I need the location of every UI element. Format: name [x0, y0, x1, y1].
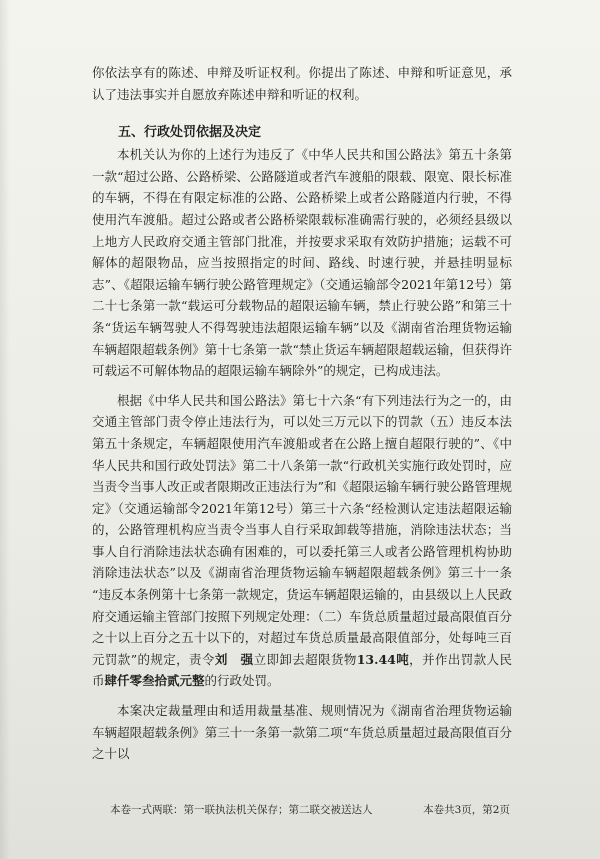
penalty-text-2: 立即卸去超限货物 — [253, 651, 357, 667]
page-footer — [110, 802, 510, 817]
penalty-basis-text: 根据《中华人民共和国公路法》第七十六条“有下列违法行为之一的，由交通主管部门责令停止违法行为，可以处三万元以下的罚款（五）违反本法第五十条规定，车辆超限使用汽车渡船或者在公路上擅自超限行驶的”、《中华人民共和国行政处罚法》第二十八条第一款“行政机关实施行政处罚时，应当责令当事人改正或者限期改正违法行为”和《超限运输车辆行驶公路管理规定》（交通运输部令2021年第12号）第三十六条“经检测认定违法超限运输的，公路管理机构应当责令当事人自行采取卸载等措施，消除违法状态；当事人自行消除违法状态确有困难的，可以委托第三人或者公路管理机构协助消除违法状态”以及《湖南省治理货物运输车辆超限超载条例》第三十一条 “违反本条例第十七条第一款规定，货运车辆超限运输的，由县级以上人民政府交通运输主管部门按照下列规定处理：（二）车货总质量超过最高限值百分之十以上百分之五十以下的，对超过车货总质量最高限值部分，处每吨三百元罚款”的规定，责令 — [92, 392, 512, 667]
spacer — [92, 105, 512, 113]
paragraph-penalty-basis — [92, 390, 512, 692]
page-edge-shadow — [0, 0, 10, 859]
paragraph-violation: 本机关认为你的上述行为违反了《中华人民共和国公路法》第五十条第一款“超过公路、公路桥梁、公路隧道或者汽车渡船的限载、限宽、限长标准的车辆，不得在有限定标准的公路、公路桥梁上或者公路隧道内行驶，不得使用汽车渡船。超过公路或者公路桥梁限载标准确需行驶的，必须经县级以上地方人民政府交通主管部门批准，并按要求采取有效防护措施；运载不可解体的超限物品，应当按照指定的时间、路线、时速行驶，并悬挂明显标志”、《超限运输车辆行驶公路管理规定》（交通运输部令2021年第12号）第二十七条第一款“载运可分载物品的超限运输车辆，禁止行驶公路”和第三十条“货运车辆驾驶人不得驾驶违法超限运输车辆”以及《湖南省治理货物运输车辆超限超载条例》第十七条第一款“禁止货运车辆超限超载运输，但获得许可载运不可解体物品的超限运输车辆除外”的规定，已构成违法。 — [92, 147, 512, 379]
intro-paragraph: 你依法享有的陈述、申辩及听证权利。你提出了陈述、申辩和听证意见，承认了违法事实并自愿放弃陈述申辩和听证的权利。 — [92, 65, 512, 102]
penalty-text-4: 的行政处罚。 — [204, 673, 280, 689]
footer-copies-note: 本卷一式两联：第一联执法机关保存；第二联交被送达人 — [110, 804, 373, 816]
penalty-text-3: ，并作出罚款人民币 — [92, 651, 512, 689]
section-heading: 五、行政处罚依据及决定 — [118, 125, 262, 141]
party-name: 刘 强 — [214, 651, 254, 667]
fine-amount: 肆仟零叁拾贰元整 — [104, 673, 205, 689]
footer-page-number: 本卷共3页，第2页 — [423, 804, 510, 816]
spacer — [92, 692, 512, 700]
spacer — [92, 382, 512, 390]
overload-weight: 13.44吨 — [356, 651, 410, 667]
paragraph-discretion: 本案决定裁量理由和适用裁量基准、规则情况为《湖南省治理货物运输车辆超限超载条例》第三十一条第一款第二项“车货总质量超过最高限值百分之十以 — [92, 703, 512, 762]
